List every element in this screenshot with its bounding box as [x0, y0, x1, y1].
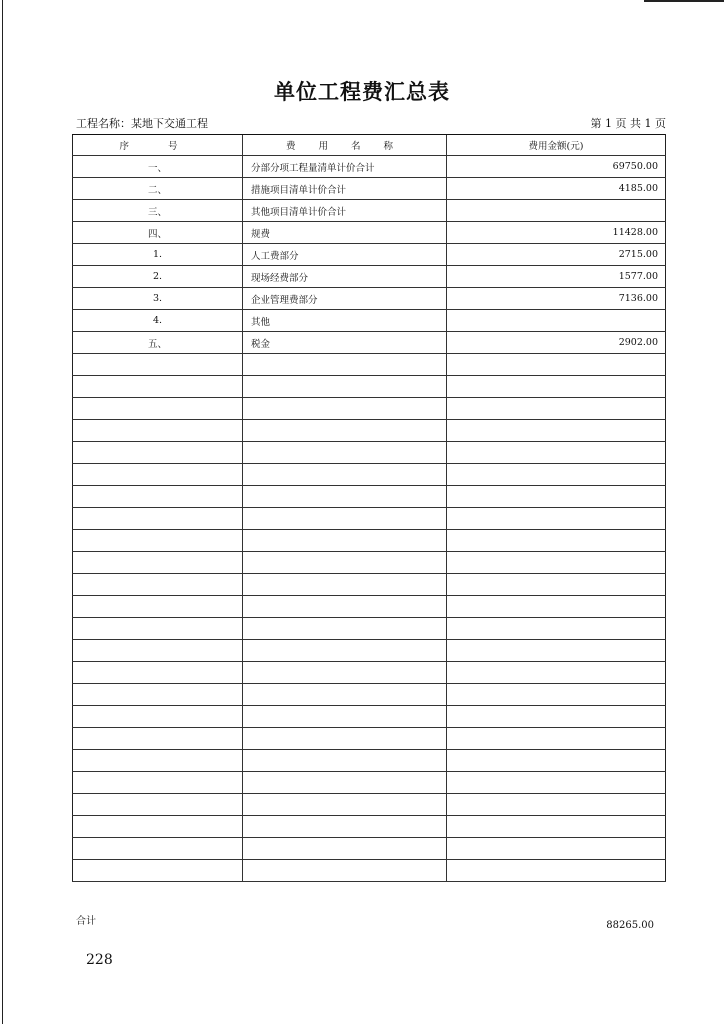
blank-rows: [73, 354, 666, 882]
blank-row: [73, 816, 666, 838]
blank-cell: [447, 728, 666, 750]
row-amount: 7136.00: [447, 288, 666, 310]
blank-cell: [73, 420, 243, 442]
blank-cell: [447, 750, 666, 772]
blank-row: [73, 464, 666, 486]
blank-cell: [73, 596, 243, 618]
blank-row: [73, 596, 666, 618]
header-name: 费 用 名 称: [243, 135, 447, 156]
blank-cell: [73, 706, 243, 728]
blank-cell: [447, 398, 666, 420]
header-amount: 费用金额(元): [447, 135, 666, 156]
table-row: [73, 266, 666, 288]
blank-cell: [447, 420, 666, 442]
blank-cell: [73, 816, 243, 838]
blank-row: [73, 508, 666, 530]
blank-cell: [243, 442, 447, 464]
page-info: 第 1 页 共 1 页: [590, 117, 666, 130]
page-title: 单位工程费汇总表: [274, 79, 450, 104]
blank-cell: [243, 728, 447, 750]
table-row: [73, 310, 666, 332]
page-edge-line: [2, 0, 3, 1024]
blank-cell: [73, 508, 243, 530]
row-no: 四、: [73, 222, 243, 244]
page-number: 228: [86, 952, 113, 968]
blank-row: [73, 552, 666, 574]
blank-cell: [447, 486, 666, 508]
blank-row: [73, 684, 666, 706]
blank-cell: [73, 552, 243, 574]
header-no: 序 号: [73, 135, 243, 156]
row-no: 1.: [73, 244, 243, 266]
row-amount: 11428.00: [447, 222, 666, 244]
row-amount: 69750.00: [447, 156, 666, 178]
blank-cell: [243, 794, 447, 816]
row-name: 分部分项工程量清单计价合计: [243, 156, 447, 178]
row-no: 三、: [73, 200, 243, 222]
blank-cell: [243, 838, 447, 860]
cost-summary-table: [72, 134, 666, 882]
blank-cell: [447, 706, 666, 728]
blank-cell: [73, 838, 243, 860]
blank-cell: [243, 552, 447, 574]
blank-cell: [447, 640, 666, 662]
row-amount: 2715.00: [447, 244, 666, 266]
row-no: 一、: [73, 156, 243, 178]
blank-cell: [243, 398, 447, 420]
row-no: 二、: [73, 178, 243, 200]
row-name: 现场经费部分: [243, 266, 447, 288]
table-row: [73, 222, 666, 244]
blank-cell: [73, 354, 243, 376]
blank-cell: [447, 354, 666, 376]
blank-cell: [73, 772, 243, 794]
blank-cell: [243, 354, 447, 376]
blank-cell: [447, 376, 666, 398]
row-no: 4.: [73, 310, 243, 332]
blank-cell: [243, 662, 447, 684]
blank-cell: [73, 794, 243, 816]
row-amount: [447, 310, 666, 332]
blank-cell: [243, 486, 447, 508]
row-name: 税金: [243, 332, 447, 354]
blank-row: [73, 618, 666, 640]
blank-cell: [73, 750, 243, 772]
row-name: 人工费部分: [243, 244, 447, 266]
blank-cell: [447, 530, 666, 552]
total-amount: 88265.00: [606, 920, 654, 931]
table-header-row: [73, 135, 666, 156]
blank-cell: [447, 838, 666, 860]
blank-cell: [243, 816, 447, 838]
blank-row: [73, 420, 666, 442]
blank-cell: [243, 750, 447, 772]
table-row: [73, 288, 666, 310]
blank-cell: [73, 376, 243, 398]
row-no: 五、: [73, 332, 243, 354]
row-name: 其他项目清单计价合计: [243, 200, 447, 222]
project-name: 工程名称：某地下交通工程: [76, 117, 208, 130]
blank-cell: [243, 860, 447, 882]
blank-cell: [243, 684, 447, 706]
table-row: [73, 332, 666, 354]
blank-cell: [243, 530, 447, 552]
row-name: 企业管理费部分: [243, 288, 447, 310]
blank-cell: [73, 486, 243, 508]
blank-cell: [447, 552, 666, 574]
table-row: [73, 244, 666, 266]
blank-cell: [73, 398, 243, 420]
row-amount: 2902.00: [447, 332, 666, 354]
blank-cell: [243, 574, 447, 596]
blank-cell: [73, 464, 243, 486]
blank-cell: [243, 596, 447, 618]
blank-cell: [73, 618, 243, 640]
blank-cell: [243, 618, 447, 640]
blank-row: [73, 706, 666, 728]
blank-row: [73, 354, 666, 376]
blank-cell: [447, 662, 666, 684]
blank-cell: [447, 684, 666, 706]
blank-cell: [73, 442, 243, 464]
total-label: 合计: [76, 916, 96, 927]
blank-cell: [447, 508, 666, 530]
blank-row: [73, 442, 666, 464]
blank-cell: [447, 772, 666, 794]
row-amount: [447, 200, 666, 222]
row-name: 措施项目清单计价合计: [243, 178, 447, 200]
blank-cell: [243, 640, 447, 662]
table-row: [73, 200, 666, 222]
blank-cell: [447, 442, 666, 464]
blank-cell: [447, 596, 666, 618]
blank-cell: [73, 728, 243, 750]
blank-cell: [447, 816, 666, 838]
blank-cell: [73, 530, 243, 552]
table-row: [73, 178, 666, 200]
blank-cell: [243, 464, 447, 486]
row-name: 其他: [243, 310, 447, 332]
blank-row: [73, 794, 666, 816]
blank-cell: [73, 684, 243, 706]
blank-cell: [447, 860, 666, 882]
blank-cell: [73, 640, 243, 662]
blank-row: [73, 750, 666, 772]
blank-row: [73, 640, 666, 662]
blank-cell: [447, 464, 666, 486]
blank-row: [73, 530, 666, 552]
blank-cell: [73, 574, 243, 596]
row-no: 3.: [73, 288, 243, 310]
row-name: 规费: [243, 222, 447, 244]
blank-row: [73, 772, 666, 794]
blank-cell: [73, 860, 243, 882]
blank-row: [73, 838, 666, 860]
corner-mark: [644, 0, 724, 2]
blank-cell: [243, 376, 447, 398]
blank-row: [73, 662, 666, 684]
blank-cell: [243, 772, 447, 794]
blank-row: [73, 376, 666, 398]
blank-row: [73, 860, 666, 882]
blank-row: [73, 398, 666, 420]
blank-cell: [447, 794, 666, 816]
blank-cell: [243, 706, 447, 728]
blank-row: [73, 486, 666, 508]
blank-row: [73, 728, 666, 750]
row-amount: 4185.00: [447, 178, 666, 200]
blank-cell: [447, 574, 666, 596]
blank-cell: [73, 662, 243, 684]
row-no: 2.: [73, 266, 243, 288]
table-row: [73, 156, 666, 178]
row-amount: 1577.00: [447, 266, 666, 288]
blank-row: [73, 574, 666, 596]
blank-cell: [447, 618, 666, 640]
blank-cell: [243, 508, 447, 530]
blank-cell: [243, 420, 447, 442]
